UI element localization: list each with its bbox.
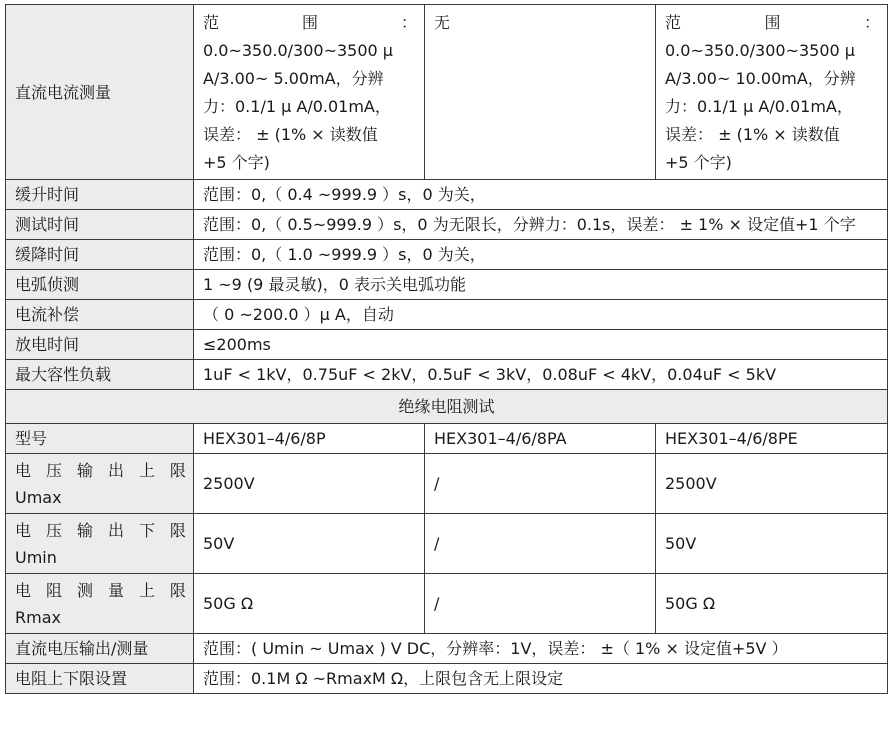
row-umax xyxy=(6,454,888,514)
row-value: （ 0 ~200.0 ）μ A，自动 xyxy=(194,300,888,330)
range-label xyxy=(203,9,417,37)
model-p: HEX301–4/6/8P xyxy=(194,424,425,454)
model-label: 型号 xyxy=(6,424,194,454)
range-char: ： xyxy=(863,13,880,32)
rmax-label xyxy=(6,574,194,634)
dc-line: A/3.00~ 10.00mA，分辨 xyxy=(665,69,856,88)
range-char: 范 xyxy=(665,13,682,32)
row-section xyxy=(6,390,888,424)
label-char: 电 xyxy=(15,581,32,600)
label-char: 限 xyxy=(169,581,186,600)
label-char: 量 xyxy=(107,581,124,600)
label-chars xyxy=(15,517,186,544)
row-label: 缓降时间 xyxy=(6,240,194,270)
label-char: 出 xyxy=(107,461,124,480)
umax-pa: / xyxy=(425,454,656,514)
row-ramp-up xyxy=(6,180,888,210)
row-label: 放电时间 xyxy=(6,330,194,360)
row-label: 直流电压输出/测量 xyxy=(6,634,194,664)
row-arc-detect xyxy=(6,270,888,300)
rmax-p: 50G Ω xyxy=(194,574,425,634)
row-test-time xyxy=(6,210,888,240)
umax-p: 2500V xyxy=(194,454,425,514)
umin-pa: / xyxy=(425,514,656,574)
row-discharge xyxy=(6,330,888,360)
label-char: 输 xyxy=(76,521,93,540)
range-char: 围 xyxy=(301,13,318,32)
label-char: 压 xyxy=(45,461,62,480)
label-dc-current: 直流电流测量 xyxy=(6,5,194,180)
label-char: 下 xyxy=(138,521,155,540)
range-char: 围 xyxy=(764,13,781,32)
row-label: 电阻上下限设置 xyxy=(6,664,194,694)
umin-p: 50V xyxy=(194,514,425,574)
row-label: 缓升时间 xyxy=(6,180,194,210)
row-label: 电弧侦测 xyxy=(6,270,194,300)
row-model xyxy=(6,424,888,454)
range-label xyxy=(665,9,880,37)
label-sub: Umin xyxy=(15,548,57,567)
section-title: 绝缘电阻测试 xyxy=(6,390,888,424)
label-char: 上 xyxy=(138,581,155,600)
row-value: ≤200ms xyxy=(194,330,888,360)
dc-line: +5 个字) xyxy=(203,153,270,172)
label-char: 电 xyxy=(15,461,32,480)
row-max-load xyxy=(6,360,888,390)
row-dc-voltage xyxy=(6,634,888,664)
spec-table xyxy=(5,4,888,694)
label-char: 输 xyxy=(76,461,93,480)
dc-line: 力：0.1/1 μ A/0.01mA， xyxy=(665,97,853,116)
range-char: 范 xyxy=(203,13,220,32)
label-char: 测 xyxy=(76,581,93,600)
row-resistance-limits xyxy=(6,664,888,694)
label-chars xyxy=(15,457,186,484)
label-char: 电 xyxy=(15,521,32,540)
label-char: 阻 xyxy=(45,581,62,600)
row-ramp-down xyxy=(6,240,888,270)
label-char: 出 xyxy=(107,521,124,540)
rmax-pe: 50G Ω xyxy=(656,574,888,634)
row-value: 范围：0,（ 0.5~999.9 ）s，0 为无限长，分辨力：0.1s，误差： ± 1% × 设定值+1 个字 xyxy=(194,210,888,240)
dc-line: 误差： ± (1% × 读数值 xyxy=(203,125,378,144)
label-sub: Umax xyxy=(15,488,62,507)
label-char: 限 xyxy=(169,461,186,480)
row-umin xyxy=(6,514,888,574)
dc-current-pa: 无 xyxy=(425,5,656,180)
dc-current-pe xyxy=(656,5,888,180)
dc-current-p xyxy=(194,5,425,180)
label-char: 限 xyxy=(169,521,186,540)
umin-label xyxy=(6,514,194,574)
row-value: 1 ~9 (9 最灵敏)，0 表示关电弧功能 xyxy=(194,270,888,300)
rmax-pa: / xyxy=(425,574,656,634)
label-char: 压 xyxy=(45,521,62,540)
range-char: ： xyxy=(400,13,417,32)
row-label: 电流补偿 xyxy=(6,300,194,330)
row-value: 范围：( Umin ~ Umax ) V DC，分辨率：1V，误差： ±（ 1% × 设定值+5V ） xyxy=(194,634,888,664)
umax-pe: 2500V xyxy=(656,454,888,514)
dc-line: 0.0~350.0/300~3500 μ xyxy=(203,41,393,60)
row-label: 最大容性负载 xyxy=(6,360,194,390)
dc-line: +5 个字) xyxy=(665,153,732,172)
row-dc-current xyxy=(6,5,888,180)
umax-label xyxy=(6,454,194,514)
row-value: 范围：0,（ 0.4 ~999.9 ）s，0 为关， xyxy=(194,180,888,210)
model-pa: HEX301–4/6/8PA xyxy=(425,424,656,454)
row-rmax xyxy=(6,574,888,634)
model-pe: HEX301–4/6/8PE xyxy=(656,424,888,454)
dc-line: A/3.00~ 5.00mA，分辨 xyxy=(203,69,384,88)
label-chars xyxy=(15,577,186,604)
row-value: 范围：0.1M Ω ~RmaxM Ω，上限包含无上限设定 xyxy=(194,664,888,694)
row-value: 范围：0,（ 1.0 ~999.9 ）s，0 为关， xyxy=(194,240,888,270)
dc-line: 力：0.1/1 μ A/0.01mA， xyxy=(203,97,391,116)
umin-pe: 50V xyxy=(656,514,888,574)
row-label: 测试时间 xyxy=(6,210,194,240)
label-sub: Rmax xyxy=(15,608,61,627)
dc-line: 0.0~350.0/300~3500 μ xyxy=(665,41,855,60)
row-value: 1uF < 1kV，0.75uF < 2kV，0.5uF < 3kV，0.08uF < 4kV，0.04uF < 5kV xyxy=(194,360,888,390)
label-char: 上 xyxy=(138,461,155,480)
row-current-comp xyxy=(6,300,888,330)
dc-line: 误差： ± (1% × 读数值 xyxy=(665,125,840,144)
